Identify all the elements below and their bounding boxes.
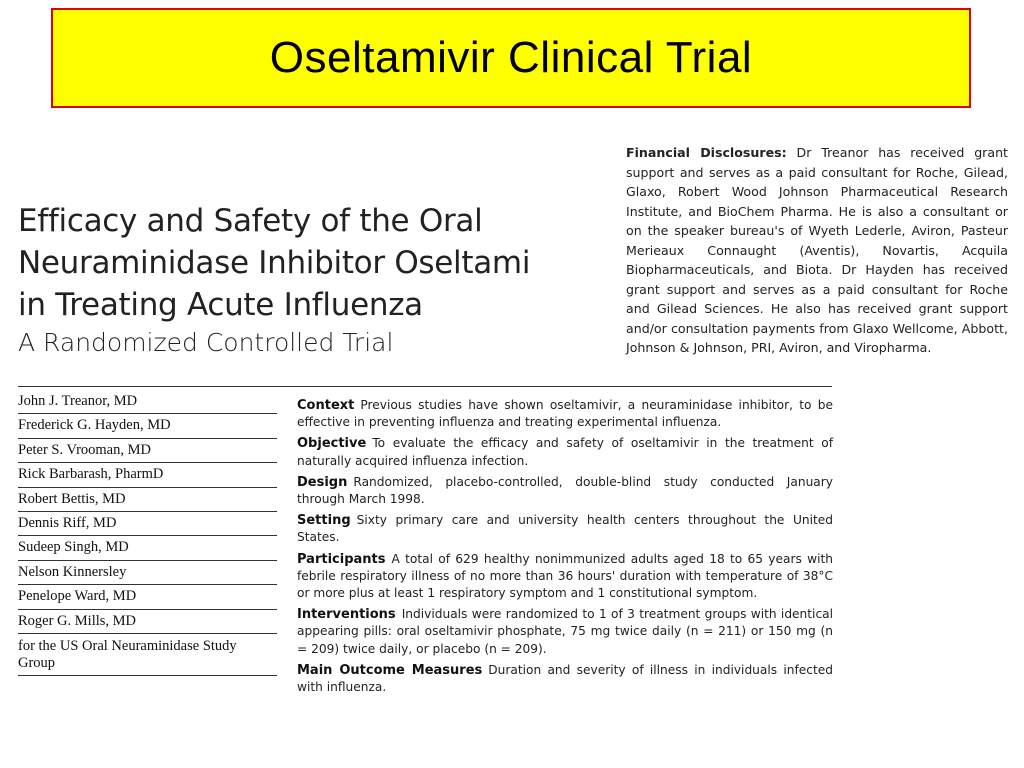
abstract-text: Sixty primary care and university health centers throughout the United States. bbox=[297, 513, 833, 545]
author-name: Sudeep Singh, MD bbox=[18, 536, 277, 560]
financial-disclosures bbox=[626, 143, 1008, 358]
article-subtitle: A Randomized Controlled Trial bbox=[18, 328, 394, 357]
abstract-heading: Interventions bbox=[297, 607, 396, 623]
disclosure-text: Dr Treanor has received grant support and serves as a paid consultant for Roche, Gilead, Glaxo, Robert Wood Johnson Pharmaceutical Research Institute, and BioChem Pharma. He is also a consultant or on the speaker bureau's of Wyeth Lederle, Aviron, Pasteur Merieaux Connaught (Aventis), Novartis, Acquila Biopharmaceuticals, and Biota. Dr Hayden has received grant support and serves as a paid consultant for Roche and Gilead Sciences. He also has received grant support and/or consultation payments from Glaxo Wellcome, Abbott, Johnson & Johnson, PRI, Aviron, and Viropharma. bbox=[626, 145, 1008, 355]
slide-title: Oseltamivir Clinical Trial bbox=[269, 33, 753, 82]
divider-rule bbox=[18, 386, 832, 387]
abstract-heading: Main Outcome Measures bbox=[297, 662, 483, 678]
article-title-line: Efficacy and Safety of the Oral bbox=[18, 203, 483, 239]
article-title-block bbox=[18, 200, 618, 360]
abstract-section-outcome-measures bbox=[297, 662, 833, 696]
author-name: Robert Bettis, MD bbox=[18, 488, 277, 512]
slide-title-banner bbox=[51, 8, 971, 108]
author-name: Penelope Ward, MD bbox=[18, 585, 277, 609]
abstract-section-objective bbox=[297, 435, 833, 469]
abstract-section-setting bbox=[297, 512, 833, 546]
abstract-text: To evaluate the efficacy and safety of oseltamivir in the treatment of naturally acquired influenza infection. bbox=[297, 436, 833, 468]
abstract-heading: Context bbox=[297, 398, 355, 413]
abstract-section-interventions bbox=[297, 606, 833, 658]
author-group: for the US Oral Neuraminidase Study Group bbox=[18, 634, 277, 676]
abstract-text: Previous studies have shown oseltamivir, a neuraminidase inhibitor, to be effective in preventing influenza and treating experimental influenza. bbox=[297, 398, 833, 430]
author-name: John J. Treanor, MD bbox=[18, 390, 277, 414]
author-list bbox=[18, 390, 277, 676]
disclosure-heading: Financial Disclosures: bbox=[626, 145, 787, 160]
article-title-line: in Treating Acute Influenza bbox=[18, 287, 423, 323]
author-name: Dennis Riff, MD bbox=[18, 512, 277, 536]
abstract-section-context bbox=[297, 397, 833, 431]
author-name: Peter S. Vrooman, MD bbox=[18, 439, 277, 463]
author-name: Nelson Kinnersley bbox=[18, 561, 277, 585]
article-title-line: Neuraminidase Inhibitor Oseltami bbox=[18, 245, 531, 281]
abstract-text: Randomized, placebo-controlled, double-blind study conducted January through March 1998. bbox=[297, 474, 833, 507]
abstract-heading: Participants bbox=[297, 551, 386, 567]
abstract-heading: Setting bbox=[297, 513, 351, 529]
author-name: Frederick G. Hayden, MD bbox=[18, 414, 277, 438]
author-name: Rick Barbarash, PharmD bbox=[18, 463, 277, 487]
author-name: Roger G. Mills, MD bbox=[18, 610, 277, 634]
abstract-section-participants bbox=[297, 551, 833, 603]
abstract-heading: Design bbox=[297, 474, 348, 490]
abstract-section-design bbox=[297, 474, 833, 508]
abstract-text: Individuals were randomized to 1 of 3 treatment groups with identical appearing pills: oral oseltamivir phosphate, 75 mg twice daily (n = 211) or 150 mg (n = 209) twice daily, or placebo (n = 209). bbox=[297, 607, 833, 656]
abstract-heading: Objective bbox=[297, 436, 367, 452]
abstract-text: Duration and severity of illness in individuals infected with influenza. bbox=[297, 662, 833, 695]
abstract bbox=[297, 397, 833, 700]
abstract-text: A total of 629 healthy nonimmunized adults aged 18 to 65 years with febrile respiratory illness of no more than 36 hours' duration with temperature of 38°C or more plus at least 1 respiratory symptom and 1 constitutional symptom. bbox=[297, 551, 833, 601]
